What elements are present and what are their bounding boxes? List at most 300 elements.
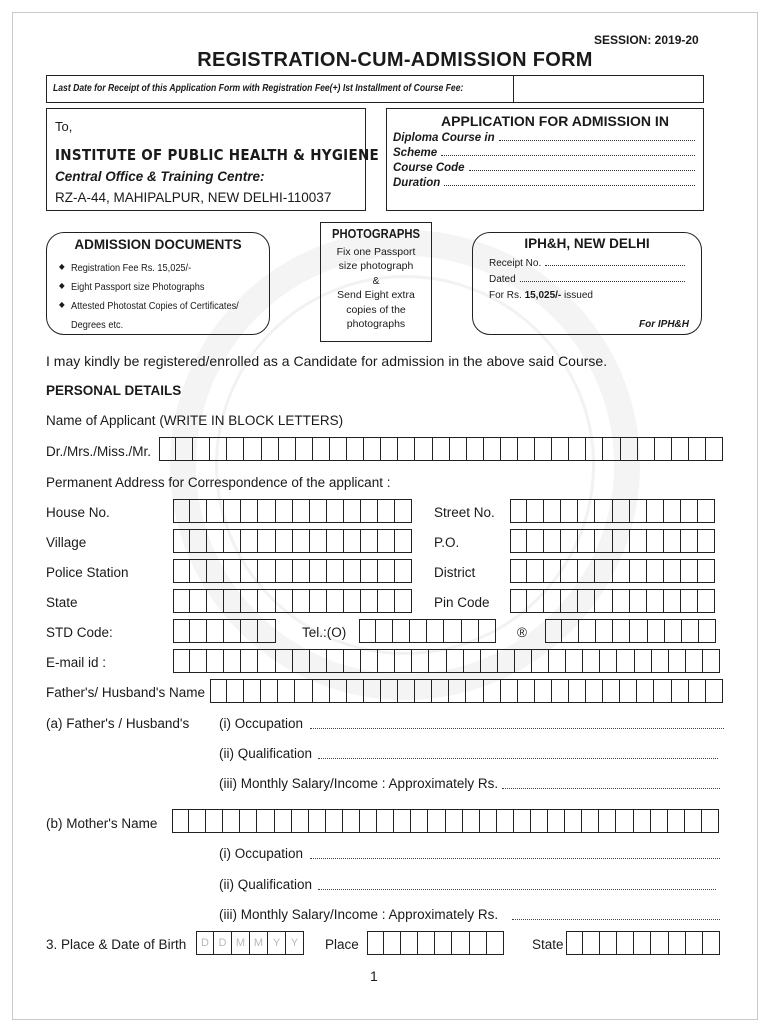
char-box[interactable] [343,809,360,833]
char-box[interactable] [648,619,665,643]
date-cell[interactable]: Y [286,931,304,955]
char-box[interactable] [429,649,446,673]
char-box[interactable] [224,619,241,643]
char-box[interactable] [578,559,595,583]
char-box[interactable] [698,589,715,613]
mother-qualification-line[interactable] [318,889,716,890]
char-box[interactable] [578,499,595,523]
char-box[interactable] [561,559,578,583]
char-box[interactable] [432,679,449,703]
char-box[interactable] [651,809,668,833]
char-box[interactable] [364,679,381,703]
char-box[interactable] [515,649,532,673]
char-box[interactable] [681,559,698,583]
char-box[interactable] [518,679,535,703]
char-box[interactable] [535,437,552,461]
char-box[interactable] [510,499,527,523]
char-box[interactable] [561,589,578,613]
char-box[interactable] [617,931,634,955]
char-box[interactable] [664,529,681,553]
char-box[interactable] [682,619,699,643]
state-boxes[interactable] [173,589,412,613]
char-box[interactable] [395,529,412,553]
char-box[interactable] [261,679,278,703]
char-box[interactable] [224,589,241,613]
char-box[interactable] [466,679,483,703]
char-box[interactable] [173,619,190,643]
char-box[interactable] [566,649,583,673]
char-box[interactable] [258,559,275,583]
char-box[interactable] [549,649,566,673]
char-box[interactable] [452,931,469,955]
char-box[interactable] [600,931,617,955]
char-box[interactable] [487,931,504,955]
char-box[interactable] [635,649,652,673]
char-box[interactable] [449,679,466,703]
char-box[interactable] [706,437,723,461]
char-box[interactable] [347,437,364,461]
char-box[interactable] [330,437,347,461]
char-box[interactable] [241,529,258,553]
char-box[interactable] [326,809,343,833]
diploma-course-field[interactable]: Diploma Course in [393,132,697,144]
char-box[interactable] [613,589,630,613]
char-box[interactable] [276,499,293,523]
char-box[interactable] [378,559,395,583]
char-box[interactable] [681,499,698,523]
char-box[interactable] [381,679,398,703]
char-box[interactable] [651,931,668,955]
char-box[interactable] [344,559,361,583]
char-box[interactable] [241,589,258,613]
char-box[interactable] [207,529,224,553]
char-box[interactable] [634,809,651,833]
photograph-box[interactable] [320,222,432,342]
birth-place-boxes[interactable] [367,931,504,955]
char-box[interactable] [544,529,561,553]
char-box[interactable] [586,679,603,703]
char-box[interactable] [393,619,410,643]
char-box[interactable] [410,619,427,643]
char-box[interactable] [398,679,415,703]
char-box[interactable] [583,931,600,955]
char-box[interactable] [418,931,435,955]
char-box[interactable] [630,499,647,523]
char-box[interactable] [344,649,361,673]
char-box[interactable] [376,619,393,643]
char-box[interactable] [275,809,292,833]
char-box[interactable] [548,809,565,833]
char-box[interactable] [293,559,310,583]
char-box[interactable] [224,499,241,523]
char-box[interactable] [562,619,579,643]
char-box[interactable] [293,649,310,673]
char-box[interactable] [484,679,501,703]
char-box[interactable] [703,649,720,673]
pin-code-boxes[interactable] [510,589,715,613]
char-box[interactable] [313,679,330,703]
char-box[interactable] [176,437,193,461]
char-box[interactable] [579,619,596,643]
char-box[interactable] [193,437,210,461]
char-box[interactable] [210,437,227,461]
char-box[interactable] [327,499,344,523]
mother-occupation-line[interactable] [310,858,720,859]
char-box[interactable] [361,649,378,673]
char-box[interactable] [527,499,544,523]
char-box[interactable] [595,559,612,583]
char-box[interactable] [510,559,527,583]
char-box[interactable] [361,499,378,523]
char-box[interactable] [296,437,313,461]
char-box[interactable] [582,809,599,833]
char-box[interactable] [600,649,617,673]
char-box[interactable] [172,809,189,833]
char-box[interactable] [613,619,630,643]
char-box[interactable] [535,679,552,703]
char-box[interactable] [344,589,361,613]
char-box[interactable] [647,589,664,613]
char-box[interactable] [613,559,630,583]
char-box[interactable] [583,649,600,673]
char-box[interactable] [276,559,293,583]
char-box[interactable] [616,809,633,833]
char-box[interactable] [698,529,715,553]
char-box[interactable] [241,619,258,643]
char-box[interactable] [244,437,261,461]
char-box[interactable] [531,809,548,833]
char-box[interactable] [464,649,481,673]
char-box[interactable] [310,559,327,583]
char-box[interactable] [702,809,719,833]
father-qualification-line[interactable] [318,758,718,759]
char-box[interactable] [411,809,428,833]
char-box[interactable] [378,649,395,673]
char-box[interactable] [313,437,330,461]
char-box[interactable] [276,589,293,613]
date-cell[interactable]: Y [268,931,286,955]
char-box[interactable] [241,499,258,523]
char-box[interactable] [532,649,549,673]
char-box[interactable] [241,649,258,673]
char-box[interactable] [603,679,620,703]
char-box[interactable] [227,437,244,461]
char-box[interactable] [689,679,706,703]
char-box[interactable] [435,931,452,955]
father-name-boxes[interactable] [210,679,723,703]
mother-income-line[interactable] [512,919,720,920]
char-box[interactable] [347,679,364,703]
char-box[interactable] [395,559,412,583]
char-box[interactable] [367,931,384,955]
char-box[interactable] [344,529,361,553]
char-box[interactable] [630,529,647,553]
char-box[interactable] [223,809,240,833]
char-box[interactable] [527,589,544,613]
char-box[interactable] [514,809,531,833]
char-box[interactable] [595,499,612,523]
char-box[interactable] [596,619,613,643]
char-box[interactable] [647,559,664,583]
char-box[interactable] [518,437,535,461]
char-box[interactable] [293,589,310,613]
char-box[interactable] [450,437,467,461]
char-box[interactable] [545,619,562,643]
char-box[interactable] [244,679,261,703]
house-no-boxes[interactable] [173,499,412,523]
char-box[interactable] [613,529,630,553]
char-box[interactable] [544,499,561,523]
char-box[interactable] [433,437,450,461]
char-box[interactable] [381,437,398,461]
char-box[interactable] [258,589,275,613]
char-box[interactable] [569,437,586,461]
char-box[interactable] [664,499,681,523]
std-code-boxes[interactable] [173,619,276,643]
birth-date-boxes[interactable] [196,931,304,955]
district-boxes[interactable] [510,559,715,583]
char-box[interactable] [415,437,432,461]
char-box[interactable] [310,529,327,553]
char-box[interactable] [647,499,664,523]
char-box[interactable] [686,649,703,673]
char-box[interactable] [664,559,681,583]
char-box[interactable] [501,437,518,461]
char-box[interactable] [173,499,190,523]
char-box[interactable] [173,559,190,583]
char-box[interactable] [669,649,686,673]
char-box[interactable] [578,529,595,553]
receipt-no-field[interactable]: Receipt No. [489,258,685,269]
char-box[interactable] [293,499,310,523]
char-box[interactable] [566,931,583,955]
char-box[interactable] [681,529,698,553]
char-box[interactable] [668,809,685,833]
char-box[interactable] [652,649,669,673]
char-box[interactable] [173,649,190,673]
char-box[interactable] [240,809,257,833]
char-box[interactable] [480,809,497,833]
char-box[interactable] [599,809,616,833]
char-box[interactable] [361,559,378,583]
char-box[interactable] [630,559,647,583]
char-box[interactable] [344,499,361,523]
char-box[interactable] [207,649,224,673]
char-box[interactable] [446,809,463,833]
char-box[interactable] [278,679,295,703]
char-box[interactable] [654,679,671,703]
char-box[interactable] [638,437,655,461]
char-box[interactable] [595,529,612,553]
char-box[interactable] [207,619,224,643]
char-box[interactable] [447,649,464,673]
char-box[interactable] [510,589,527,613]
char-box[interactable] [395,649,412,673]
char-box[interactable] [361,589,378,613]
date-cell[interactable]: D [196,931,214,955]
char-box[interactable] [190,529,207,553]
char-box[interactable] [327,529,344,553]
char-box[interactable] [501,679,518,703]
street-no-boxes[interactable] [510,499,715,523]
char-box[interactable] [258,649,275,673]
char-box[interactable] [310,649,327,673]
char-box[interactable] [292,809,309,833]
char-box[interactable] [257,809,274,833]
char-box[interactable] [258,619,275,643]
char-box[interactable] [401,931,418,955]
char-box[interactable] [258,499,275,523]
char-box[interactable] [310,589,327,613]
char-box[interactable] [330,679,347,703]
char-box[interactable] [706,679,723,703]
char-box[interactable] [462,619,479,643]
char-box[interactable] [310,499,327,523]
char-box[interactable] [258,529,275,553]
char-box[interactable] [578,589,595,613]
char-box[interactable] [359,619,376,643]
char-box[interactable] [190,559,207,583]
char-box[interactable] [327,559,344,583]
char-box[interactable] [293,529,310,553]
char-box[interactable] [173,529,190,553]
char-box[interactable] [481,649,498,673]
police-station-boxes[interactable] [173,559,412,583]
date-cell[interactable]: M [232,931,250,955]
char-box[interactable] [428,809,445,833]
char-box[interactable] [159,437,176,461]
char-box[interactable] [655,437,672,461]
char-box[interactable] [613,499,630,523]
char-box[interactable] [173,589,190,613]
char-box[interactable] [395,589,412,613]
char-box[interactable] [484,437,501,461]
char-box[interactable] [689,437,706,461]
char-box[interactable] [497,809,514,833]
char-box[interactable] [224,559,241,583]
char-box[interactable] [224,649,241,673]
po-boxes[interactable] [510,529,715,553]
char-box[interactable] [510,529,527,553]
char-box[interactable] [224,529,241,553]
char-box[interactable] [620,679,637,703]
char-box[interactable] [595,589,612,613]
char-box[interactable] [621,437,638,461]
char-box[interactable] [210,679,227,703]
char-box[interactable] [527,559,544,583]
char-box[interactable] [698,499,715,523]
char-box[interactable] [552,437,569,461]
char-box[interactable] [276,529,293,553]
char-box[interactable] [327,589,344,613]
char-box[interactable] [699,619,716,643]
char-box[interactable] [384,931,401,955]
char-box[interactable] [190,589,207,613]
tel-office-boxes[interactable] [359,619,496,643]
char-box[interactable] [561,499,578,523]
village-boxes[interactable] [173,529,412,553]
char-box[interactable] [364,437,381,461]
char-box[interactable] [569,679,586,703]
scheme-field[interactable]: Scheme [393,147,697,159]
char-box[interactable] [669,931,686,955]
char-box[interactable] [361,529,378,553]
char-box[interactable] [394,809,411,833]
char-box[interactable] [427,619,444,643]
father-occupation-line[interactable] [310,728,724,729]
char-box[interactable] [227,679,244,703]
char-box[interactable] [415,679,432,703]
char-box[interactable] [672,437,689,461]
father-income-line[interactable] [502,788,720,789]
char-box[interactable] [467,437,484,461]
char-box[interactable] [295,679,312,703]
char-box[interactable] [207,559,224,583]
char-box[interactable] [586,437,603,461]
char-box[interactable] [527,529,544,553]
char-box[interactable] [444,619,461,643]
char-box[interactable] [190,499,207,523]
char-box[interactable] [377,809,394,833]
char-box[interactable] [544,559,561,583]
char-box[interactable] [207,499,224,523]
char-box[interactable] [190,619,207,643]
email-boxes[interactable] [173,649,720,673]
char-box[interactable] [617,649,634,673]
char-box[interactable] [637,679,654,703]
char-box[interactable] [241,559,258,583]
char-box[interactable] [479,619,496,643]
char-box[interactable] [498,649,515,673]
char-box[interactable] [207,589,224,613]
char-box[interactable] [681,589,698,613]
char-box[interactable] [630,619,647,643]
char-box[interactable] [189,809,206,833]
char-box[interactable] [463,809,480,833]
char-box[interactable] [276,649,293,673]
char-box[interactable] [279,437,296,461]
char-box[interactable] [327,649,344,673]
char-box[interactable] [703,931,720,955]
char-box[interactable] [412,649,429,673]
char-box[interactable] [544,589,561,613]
char-box[interactable] [262,437,279,461]
applicant-name-boxes[interactable] [159,437,723,461]
char-box[interactable] [565,809,582,833]
course-code-field[interactable]: Course Code [393,162,697,174]
mother-name-boxes[interactable] [172,809,719,833]
char-box[interactable] [630,589,647,613]
char-box[interactable] [647,529,664,553]
char-box[interactable] [398,437,415,461]
char-box[interactable] [395,499,412,523]
char-box[interactable] [206,809,223,833]
char-box[interactable] [561,529,578,553]
char-box[interactable] [378,499,395,523]
duration-field[interactable]: Duration [393,177,697,189]
char-box[interactable] [309,809,326,833]
char-box[interactable] [698,559,715,583]
char-box[interactable] [190,649,207,673]
char-box[interactable] [603,437,620,461]
char-box[interactable] [672,679,689,703]
char-box[interactable] [664,589,681,613]
char-box[interactable] [665,619,682,643]
char-box[interactable] [470,931,487,955]
date-cell[interactable]: D [214,931,232,955]
char-box[interactable] [686,931,703,955]
date-cell[interactable]: M [250,931,268,955]
